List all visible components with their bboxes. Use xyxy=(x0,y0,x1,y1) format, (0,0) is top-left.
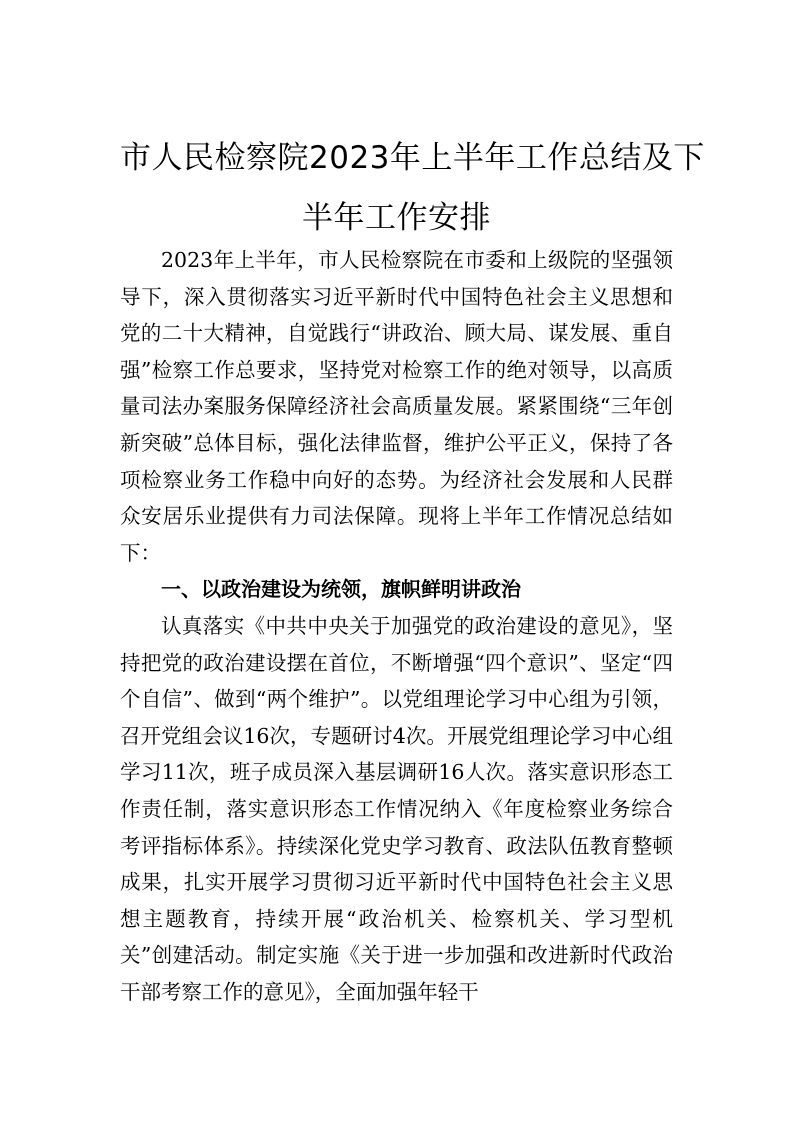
document-title xyxy=(120,128,705,248)
title-line-2: 半年工作安排 xyxy=(302,200,491,236)
section-1-heading: 一、以政治建设为统领，旗帜鲜明讲政治 xyxy=(161,577,521,602)
section-1-paragraph: 认真落实《中共中央关于加强党的政治建设的意见》，坚持把党的政治建设摆在首位，不断增强“四个意识”、坚定“四个自信”、做到“两个维护”。以党组理论学习中心组为引领，召开党组会议16次，专题研讨4次。开展党组理论学习中心组学习11次，班子成员深入基层调研16人次。落实意识形态工作责任制，落实意识形态工作情况纳入《年度检察业务综合考评指标体系》。持续深化党史学习教育、政法队伍教育整顿成果，扎实开展学习贯彻习近平新时代中国特色社会主义思想主题教育，持续开展“政治机关、检察机关、学习型机关”创建活动。制定实施《关于进一步加强和改进新时代政治干部考察工作的意见》，全面加强年轻干 xyxy=(120,613,673,1004)
title-line-1: 市人民检察院2023年上半年工作总结及下 xyxy=(120,140,705,176)
intro-paragraph: 2023年上半年，市人民检察院在市委和上级院的坚强领导下，深入贯彻落实习近平新时代中国特色社会主义思想和党的二十大精神，自觉践行“讲政治、顾大局、谋发展、重自强”检察工作总要求，坚持党对检察工作的绝对领导，以高质量司法办案服务保障经济社会高质量发展。紧紧围绕“三年创新突破”总体目标，强化法律监督，维护公平正义，保持了各项检察业务工作稳中向好的态势。为经济社会发展和人民群众安居乐业提供有力司法保障。现将上半年工作情况总结如下： xyxy=(120,248,673,565)
document-body xyxy=(120,242,673,1010)
